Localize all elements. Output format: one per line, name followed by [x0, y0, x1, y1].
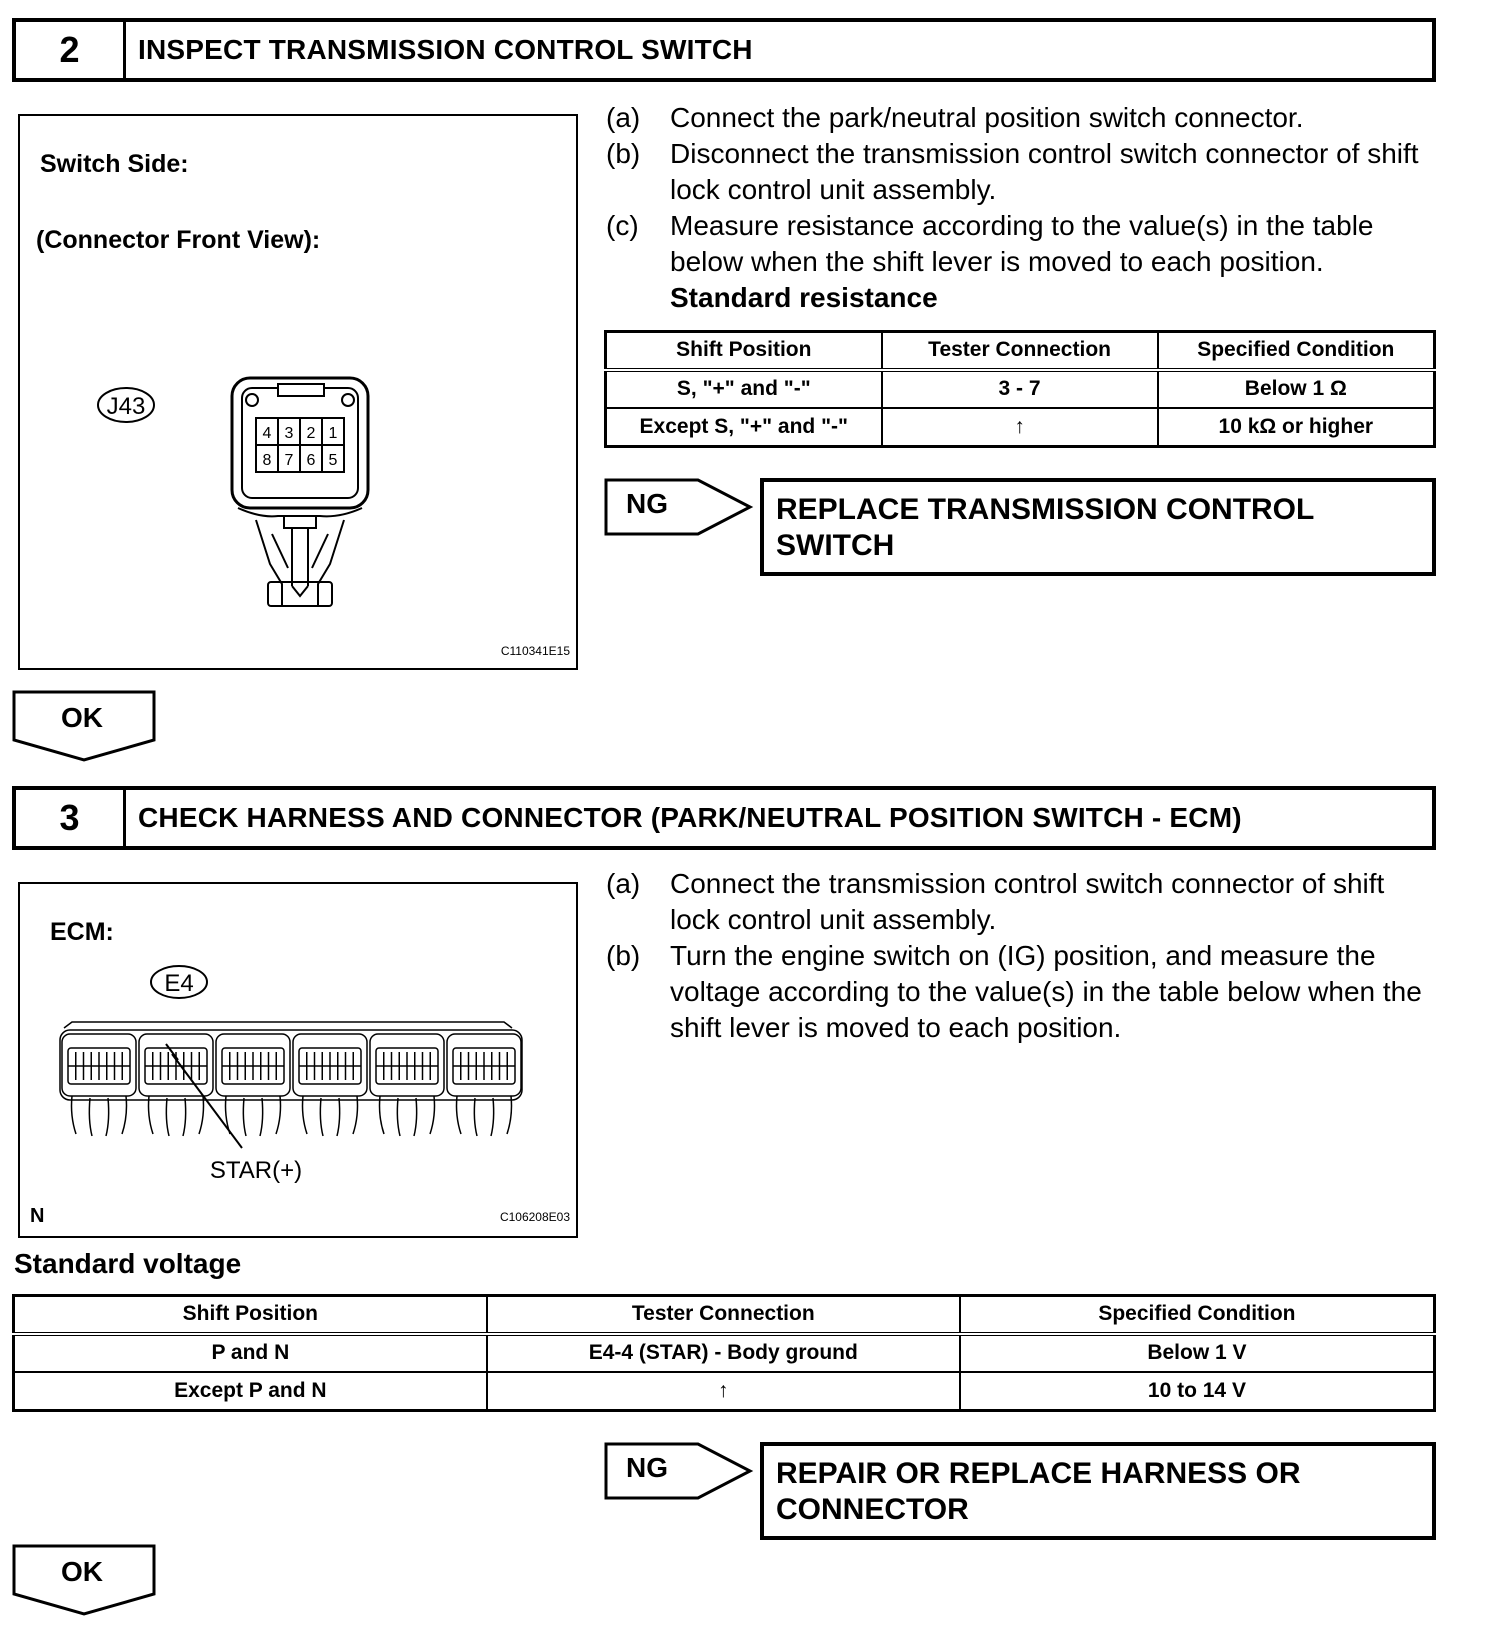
switch-side-label: Switch Side:	[40, 150, 189, 178]
ng-indicator	[604, 1442, 754, 1500]
table-row: Except S, "+" and "-" ↑ 10 kΩ or higher	[606, 408, 1435, 446]
ecm-connector-drawing	[20, 884, 576, 1236]
standard-resistance-title: Standard resistance	[670, 282, 938, 313]
step-number: 3	[16, 790, 126, 846]
ng-label: NG	[626, 488, 668, 519]
pin-3: 3	[284, 425, 294, 442]
instruction-item: (a) Connect the transmission control switch connector of shift lock control unit assembly.	[606, 868, 1385, 935]
table-row: S, "+" and "-" 3 - 7 Below 1 Ω	[606, 370, 1435, 409]
ok-label: OK	[61, 1556, 103, 1587]
ng-action-box	[760, 1442, 1436, 1540]
instruction-item: (b) Turn the engine switch on (IG) position, and measure the voltage according to the value(s) in the table below when the shift lever is moved to each position.	[606, 940, 1422, 1043]
table-header: Shift Position	[14, 1296, 487, 1334]
ng-action-text: REPAIR OR REPLACE HARNESS OR CONNECTOR	[776, 1457, 1301, 1526]
instruction-item: (c) Measure resistance according to the value(s) in the table below when the shift lever is moved to each position.	[606, 210, 1374, 277]
table-row: P and N E4-4 (STAR) - Body ground Below 1 V	[14, 1334, 1435, 1373]
standard-voltage-title: Standard voltage	[14, 1248, 242, 1279]
pin-6: 6	[306, 452, 316, 469]
instruction-item: (a) Connect the park/neutral position switch connector.	[606, 102, 1304, 133]
ok-indicator	[12, 1544, 158, 1616]
table-header: Tester Connection	[882, 332, 1158, 370]
pin-4: 4	[262, 425, 272, 442]
pin-2: 2	[306, 425, 316, 442]
ng-action-box	[760, 478, 1436, 576]
step-title: CHECK HARNESS AND CONNECTOR (PARK/NEUTRAL POSITION SWITCH - ECM)	[138, 802, 1242, 833]
pin-8: 8	[262, 452, 272, 469]
connector-figure-j43	[18, 114, 578, 670]
pin-7: 7	[284, 452, 294, 469]
table-row: Except P and N ↑ 10 to 14 V	[14, 1372, 1435, 1410]
e4-connector-id: E4	[164, 970, 194, 997]
step-3-instructions	[606, 866, 1436, 1046]
star-terminal-label: STAR(+)	[209, 1157, 303, 1184]
ok-indicator	[12, 690, 158, 762]
table-header: Specified Condition	[960, 1296, 1435, 1334]
ng-indicator	[604, 478, 754, 536]
figure-code: C110341E15	[500, 644, 570, 658]
figure-corner-label: N	[30, 1205, 45, 1227]
voltage-table	[12, 1294, 1436, 1412]
ecm-connector-figure	[18, 882, 578, 1238]
pin-1: 1	[328, 425, 338, 442]
step-3-header	[12, 786, 1436, 850]
resistance-table	[604, 330, 1436, 448]
ng-action-text: REPLACE TRANSMISSION CONTROL SWITCH	[776, 493, 1314, 562]
table-header: Shift Position	[606, 332, 882, 370]
table-header: Tester Connection	[487, 1296, 960, 1334]
step-2-header	[12, 18, 1436, 82]
connector-id-label: J43	[106, 393, 146, 420]
table-header: Specified Condition	[1158, 332, 1435, 370]
j43-connector-drawing	[20, 116, 576, 668]
pin-5: 5	[328, 452, 338, 469]
instruction-item: (b) Disconnect the transmission control switch connector of shift lock control unit assembly.	[606, 138, 1419, 205]
figure-code: C106208E03	[499, 1210, 570, 1224]
step-title: INSPECT TRANSMISSION CONTROL SWITCH	[138, 34, 753, 65]
step-number: 2	[16, 22, 126, 78]
step-2-instructions	[606, 100, 1436, 316]
front-view-label: (Connector Front View):	[36, 226, 321, 254]
ecm-label: ECM:	[50, 918, 114, 946]
ng-label: NG	[626, 1452, 668, 1483]
ok-label: OK	[61, 702, 103, 733]
